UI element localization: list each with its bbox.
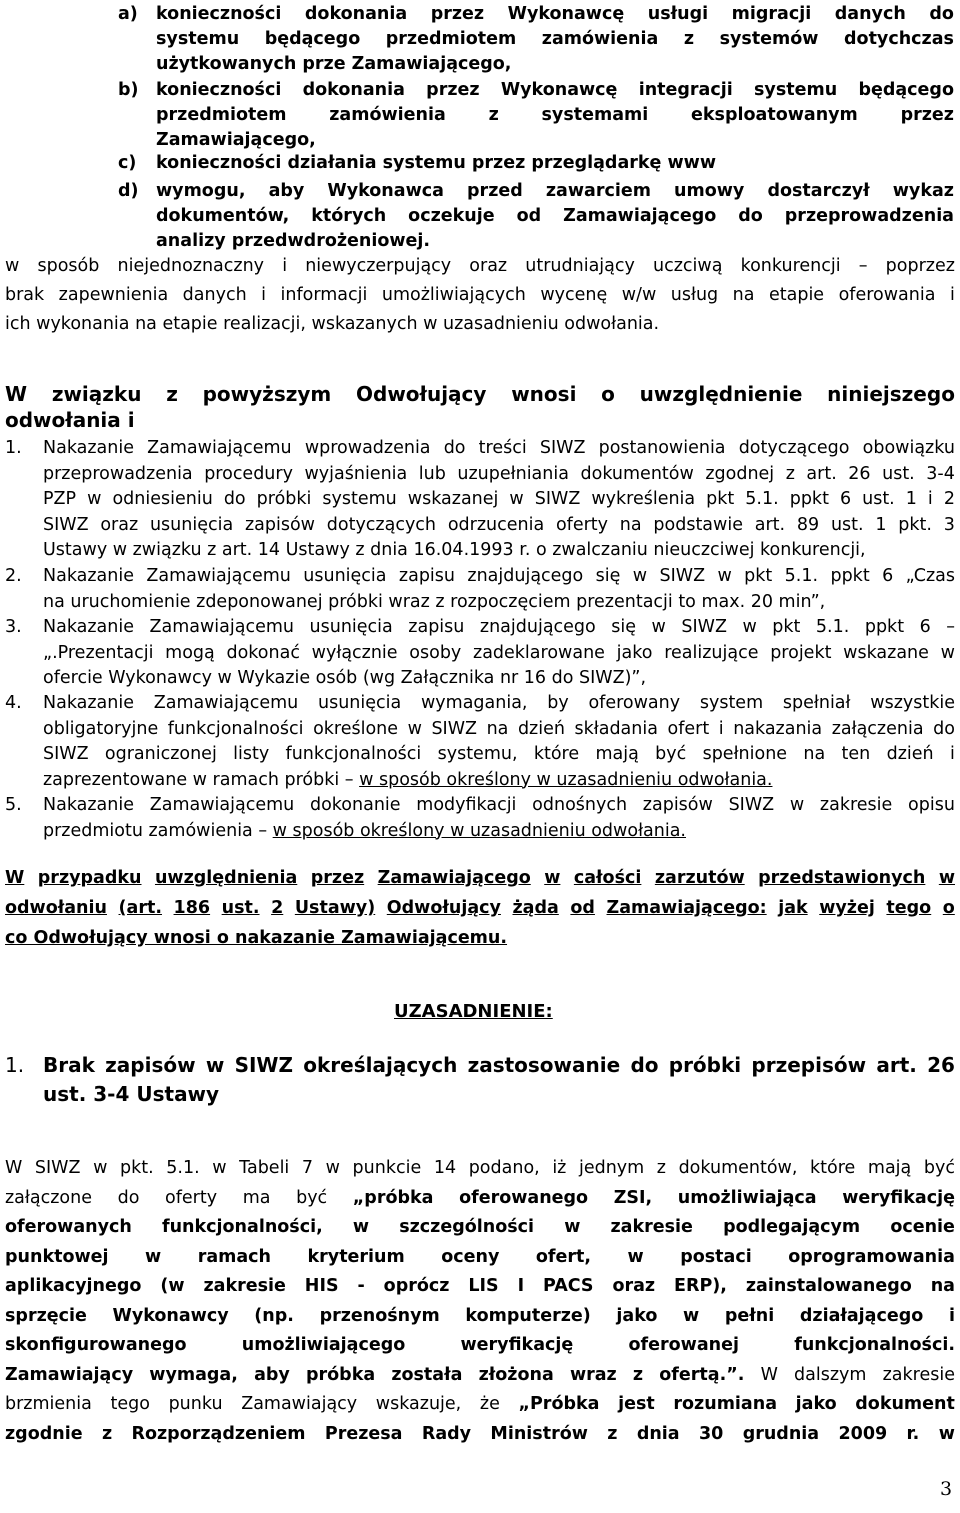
request-underlined-ref: w sposób określony w uzasadnieniu odwołania.	[359, 769, 773, 790]
list-item-line: konieczności dokonania przez Wykonawcę usługi migracji danych do	[156, 4, 954, 24]
list-item-line: użytkowanych prze Zamawiającego,	[156, 54, 512, 74]
paragraph-bold-line: punktowej w ramach kryterium oceny ofert, w postaci oprogramowania	[5, 1246, 955, 1267]
list-item-line: konieczności dokonania przez Wykonawcę integracji systemu będącego	[156, 80, 954, 100]
page-number: 3	[940, 1478, 953, 1500]
request-line: SIWZ oraz usunięcia zapisów dotyczących odrzucenia oferty na podstawie art. 89 ust. 1 pkt. 3	[43, 514, 955, 535]
list-item-line: przedmiotem zamówienia z systemami eksploatowanym przez	[156, 105, 954, 125]
list-item-line: dokumentów, których oczekuje od Zamawiającego do przeprowadzenia	[156, 206, 954, 226]
list-item-line: systemu będącego przedmiotem zamówienia z systemów dotychczas	[156, 29, 954, 49]
request-line: Ustawy w związku z art. 14 Ustawy z dnia 16.04.1993 r. o zwalczaniu nieuczciwej konkurencji,	[43, 540, 866, 560]
paragraph-line: W SIWZ w pkt. 5.1. w Tabeli 7 w punkcie 14 podano, iż jednym z dokumentów, które mają być	[5, 1158, 955, 1178]
paragraph-line: Zamawiający wymaga, aby próbka została złożona wraz z ofertą.”. W dalszym zakresie	[5, 1364, 955, 1385]
request-line: Nakazanie Zamawiającemu usunięcia zapisu znajdującego się w SIWZ w pkt 5.1. ppkt 6 „Czas	[43, 566, 955, 586]
request-marker: 3.	[5, 617, 22, 637]
paragraph-bold-line: skonfigurowanego umożliwiającego weryfikację oferowanej funkcjonalności.	[5, 1335, 955, 1355]
paragraph-line: brzmienia tego punku Zamawiający wskazuje, że „Próbka jest rozumiana jako dokument	[5, 1394, 955, 1414]
list-item-line: Zamawiającego,	[156, 130, 316, 150]
request-line: „.Prezentacji mogą dokonać wyłącznie osoby zadeklarowane jako realizujące projekt wskazane w	[43, 642, 955, 663]
request-line: na uruchomienie zdeponowanej próbki wraz z rozpoczęciem prezentacji to max. 20 min”,	[43, 591, 826, 612]
paragraph-bold-line: oferowanych funkcjonalności, w szczególności w zakresie podlegającym ocenie	[5, 1217, 955, 1237]
paragraph-line: brak zapewnienia danych i informacji umożliwiających wycenę w/w usług na etapie oferowania i	[5, 285, 955, 305]
list-item-line: analizy przedwdrożeniowej.	[156, 231, 431, 251]
request-line	[43, 819, 686, 843]
paragraph-bold-line: zgodnie z Rozporządzeniem Prezesa Rady Ministrów z dnia 30 grudnia 2009 r. w	[5, 1423, 955, 1444]
request-line: SIWZ ograniczonej listy funkcjonalności systemu, które mają być spełnione na ten dzień i	[43, 744, 955, 764]
section-title: UZASADNIENIE:	[394, 1001, 553, 1022]
conditional-demand-line: odwołaniu (art. 186 ust. 2 Ustawy) Odwołujący żąda od Zamawiającego: jak wyżej tego o	[5, 898, 955, 918]
section-marker: 1.	[5, 1053, 25, 1077]
list-item-line: konieczności działania systemu przez przeglądarkę www	[156, 153, 716, 173]
list-marker: a)	[118, 4, 138, 24]
request-line: PZP w odniesieniu do próbki systemu wskazanej w SIWZ wykreślenia pkt 5.1. ppkt 6 ust. 1 i 2	[43, 489, 955, 509]
paragraph-line: załączone do oferty ma być „próbka oferowanego ZSI, umożliwiająca weryfikację	[5, 1187, 955, 1208]
paragraph-line: ich wykonania na etapie realizacji, wskazanych w uzasadnieniu odwołania.	[5, 314, 660, 334]
paragraph-line: w sposób niejednoznaczny i niewyczerpujący oraz utrudniający uczciwą konkurencji – poprzez	[5, 256, 955, 276]
request-text: zaprezentowane w ramach próbki –	[43, 769, 360, 790]
request-line: przeprowadzenia procedury wyjaśnienia lub uzupełniania dokumentów zgodnej z art. 26 ust. 3-4	[43, 463, 955, 484]
request-line: obligatoryjne funkcjonalności określone w SIWZ na dzień składania ofert i nakazania załączenia do	[43, 718, 955, 739]
request-marker: 2.	[5, 566, 22, 586]
request-heading-line: W związku z powyższym Odwołujący wnosi o uwzględnienie niniejszego	[5, 382, 955, 406]
request-line: Nakazanie Zamawiającemu dokonanie modyfikacji odnośnych zapisów SIWZ w zakresie opisu	[43, 795, 955, 815]
paragraph-bold-line: sprzęcie Wykonawcy (np. przenośnym komputerze) jako w pełni działającego i	[5, 1305, 955, 1326]
conditional-demand-line: co Odwołujący wnosi o nakazanie Zamawiającemu.	[5, 928, 508, 948]
request-text: przedmiotu zamówienia –	[43, 820, 273, 841]
request-marker: 1.	[5, 438, 22, 458]
request-heading-line: odwołania i	[5, 408, 135, 432]
request-line: Nakazanie Zamawiającemu usunięcia zapisu znajdującego się w SIWZ w pkt 5.1. ppkt 6 –	[43, 617, 955, 637]
list-marker: c)	[118, 153, 137, 173]
request-line: ofercie Wykonawcy w Wykazie osób (wg Załącznika nr 16 do SIWZ)”,	[43, 668, 647, 688]
list-item-line: wymogu, aby Wykonawca przed zawarciem umowy dostarczył wykaz	[156, 181, 954, 201]
section-heading-line: ust. 3-4 Ustawy	[43, 1082, 220, 1106]
request-line: Nakazanie Zamawiającemu wprowadzenia do treści SIWZ postanowienia dotyczącego obowiązku	[43, 438, 955, 458]
list-marker: d)	[118, 181, 139, 201]
list-marker: b)	[118, 80, 139, 100]
conditional-demand-line: W przypadku uwzględnienia przez Zamawiającego w całości zarzutów przedstawionych w	[5, 868, 955, 888]
request-marker: 5.	[5, 795, 22, 815]
request-underlined-ref: w sposób określony w uzasadnieniu odwołania.	[272, 820, 686, 841]
request-marker: 4.	[5, 693, 22, 713]
section-heading-line: Brak zapisów w SIWZ określających zastosowanie do próbki przepisów art. 26	[43, 1053, 955, 1077]
paragraph-bold-line: aplikacyjnego (w zakresie HIS - oprócz LIS I PACS oraz ERP), zainstalowanego na	[5, 1276, 955, 1296]
request-line: Nakazanie Zamawiającemu usunięcia wymagania, by oferowany system spełniał wszystkie	[43, 693, 955, 713]
request-line	[43, 768, 772, 792]
